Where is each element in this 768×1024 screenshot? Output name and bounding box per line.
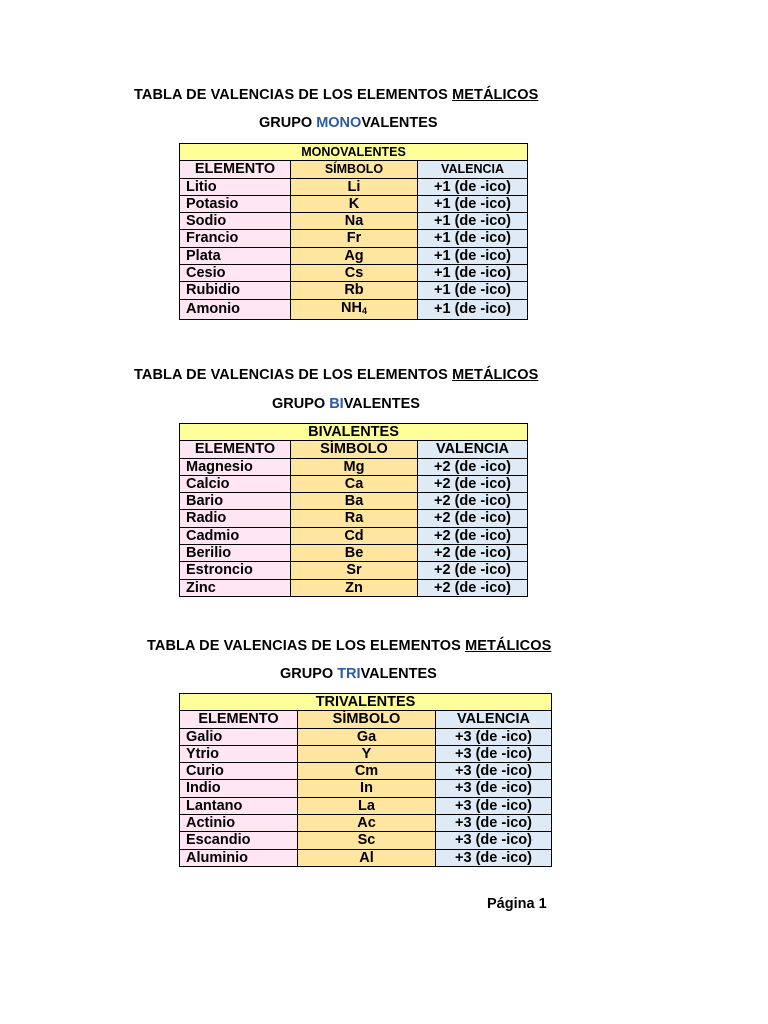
cell-element: Bario [180,493,291,510]
table-row [180,763,552,780]
table-header-row [180,441,528,458]
group-title-tri [280,666,437,682]
section-title-tri [147,638,551,654]
symbol-text: NH [341,299,362,316]
cell-element: Curio [180,763,298,780]
table-row [180,247,528,264]
cell-element: Litio [180,178,291,195]
cell-element: Aluminio [180,849,298,866]
cell-valence: +2 (de -ico) [418,545,528,562]
section-title-prefix: TABLA DE VALENCIAS DE LOS ELEMENTOS [147,638,466,654]
table-caption: BIVALENTES [180,424,528,441]
cell-valence: +2 (de -ico) [418,562,528,579]
cell-valence: +2 (de -ico) [418,579,528,596]
table-row [180,178,528,195]
cell-valence: +1 (de -ico) [418,247,528,264]
cell-symbol: Mg [291,458,418,475]
table-row [180,849,552,866]
cell-symbol: Li [291,178,418,195]
group-title-prefix: GRUPO [272,396,330,412]
cell-symbol: Sr [291,562,418,579]
cell-valence: +1 (de -ico) [418,299,528,319]
symbol-subscript: 4 [361,305,367,316]
header-valence: VALENCIA [436,711,552,728]
cell-element: Cadmio [180,527,291,544]
header-symbol: SÍMBOLO [291,441,418,458]
cell-symbol: In [298,780,436,797]
group-title-prefix: GRUPO [280,666,338,682]
cell-valence: +2 (de -ico) [418,475,528,492]
table-row [180,832,552,849]
table-row [180,195,528,212]
valence-table-bi [179,423,528,597]
cell-valence: +2 (de -ico) [418,510,528,527]
cell-element: Lantano [180,797,298,814]
table-row [180,510,528,527]
cell-element: Calcio [180,475,291,492]
group-title-highlight: TRI [337,666,361,682]
cell-element: Zinc [180,579,291,596]
table-caption-row [180,144,528,161]
cell-valence: +3 (de -ico) [436,728,552,745]
cell-valence: +3 (de -ico) [436,763,552,780]
header-element: ELEMENTO [180,161,291,178]
cell-valence: +3 (de -ico) [436,849,552,866]
cell-symbol: Ca [291,475,418,492]
section-title-bi [134,367,538,383]
table-caption-row [180,424,528,441]
section-title-prefix: TABLA DE VALENCIAS DE LOS ELEMENTOS [134,367,453,383]
cell-symbol: Cm [298,763,436,780]
table-row [180,265,528,282]
cell-element: Indio [180,780,298,797]
cell-valence: +2 (de -ico) [418,527,528,544]
table-row [180,282,528,299]
group-title-mono [259,115,438,131]
cell-symbol: Ba [291,493,418,510]
cell-element: Radio [180,510,291,527]
cell-symbol: Y [298,745,436,762]
header-element: ELEMENTO [180,441,291,458]
table-header-row [180,711,552,728]
cell-element: Galio [180,728,298,745]
cell-valence: +3 (de -ico) [436,780,552,797]
cell-valence: +3 (de -ico) [436,815,552,832]
valence-table-mono [179,143,528,320]
group-title-bi [272,396,420,412]
table-row [180,728,552,745]
header-symbol: SÍMBOLO [291,161,418,178]
cell-element: Estroncio [180,562,291,579]
cell-symbol: La [298,797,436,814]
cell-symbol [291,299,418,319]
cell-valence: +1 (de -ico) [418,178,528,195]
cell-element: Magnesio [180,458,291,475]
group-title-suffix: VALENTES [361,115,438,131]
cell-symbol: Be [291,545,418,562]
cell-symbol: Cs [291,265,418,282]
cell-element: Plata [180,247,291,264]
cell-element: Amonio [180,299,291,319]
cell-valence: +1 (de -ico) [418,265,528,282]
cell-valence: +2 (de -ico) [418,493,528,510]
cell-valence: +3 (de -ico) [436,832,552,849]
cell-element: Potasio [180,195,291,212]
cell-symbol: Ag [291,247,418,264]
section-title-underlined: METÁLICOS [452,367,539,383]
table-row [180,562,528,579]
group-title-highlight: BI [329,396,344,412]
table-caption: TRIVALENTES [180,694,552,711]
table-caption-row [180,694,552,711]
table-row [180,527,528,544]
table-row [180,815,552,832]
table-row [180,493,528,510]
table-header-row [180,161,528,178]
cell-symbol: Al [298,849,436,866]
valence-table-tri [179,693,552,867]
cell-element: Actinio [180,815,298,832]
section-title-underlined: METÁLICOS [465,638,552,654]
section-title-underlined: METÁLICOS [452,87,539,103]
table-row [180,299,528,319]
cell-element: Escandio [180,832,298,849]
cell-symbol: K [291,195,418,212]
table-row [180,458,528,475]
cell-valence: +1 (de -ico) [418,282,528,299]
header-symbol: SÍMBOLO [298,711,436,728]
cell-symbol: Rb [291,282,418,299]
header-valence: VALENCIA [418,161,528,178]
table-row [180,545,528,562]
cell-symbol: Ga [298,728,436,745]
cell-valence: +3 (de -ico) [436,797,552,814]
group-title-suffix: VALENTES [343,396,420,412]
page-number: Página 1 [487,896,547,912]
cell-element: Sodio [180,213,291,230]
cell-element: Cesio [180,265,291,282]
cell-valence: +1 (de -ico) [418,230,528,247]
table-row [180,579,528,596]
group-title-suffix: VALENTES [360,666,437,682]
cell-symbol: Ac [298,815,436,832]
cell-symbol: Fr [291,230,418,247]
cell-element: Ytrio [180,745,298,762]
table-caption: MONOVALENTES [180,144,528,161]
cell-symbol: Zn [291,579,418,596]
cell-valence: +2 (de -ico) [418,458,528,475]
table-row [180,475,528,492]
group-title-highlight: MONO [316,115,362,131]
table-row [180,780,552,797]
cell-element: Francio [180,230,291,247]
group-title-prefix: GRUPO [259,115,317,131]
cell-valence: +3 (de -ico) [436,745,552,762]
cell-symbol: Ra [291,510,418,527]
cell-symbol: Na [291,213,418,230]
cell-valence: +1 (de -ico) [418,213,528,230]
table-row [180,745,552,762]
table-row [180,797,552,814]
cell-symbol: Sc [298,832,436,849]
cell-element: Rubidio [180,282,291,299]
cell-valence: +1 (de -ico) [418,195,528,212]
section-title-prefix: TABLA DE VALENCIAS DE LOS ELEMENTOS [134,87,453,103]
cell-element: Berilio [180,545,291,562]
header-element: ELEMENTO [180,711,298,728]
table-row [180,213,528,230]
header-valence: VALENCIA [418,441,528,458]
table-row [180,230,528,247]
section-title-mono [134,87,538,103]
cell-symbol: Cd [291,527,418,544]
